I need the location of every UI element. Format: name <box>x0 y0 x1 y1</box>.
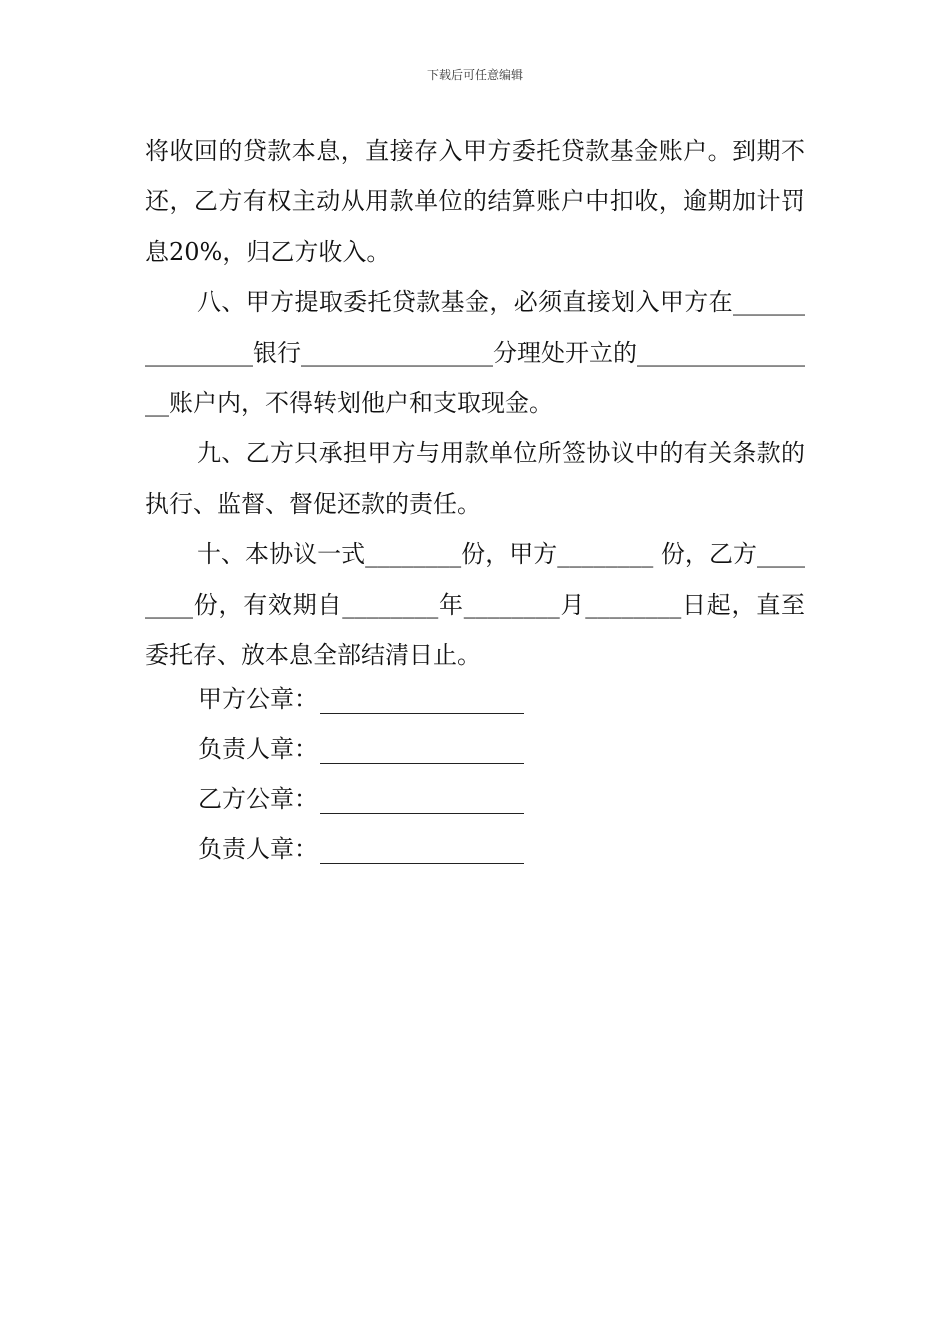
signature-label: 负责人章： <box>198 835 318 863</box>
signature-row-party-a-seal <box>198 674 524 724</box>
signature-label: 甲方公章： <box>198 685 318 713</box>
signature-row-party-a-person-seal <box>198 724 524 774</box>
signature-blank-line[interactable] <box>320 785 524 814</box>
paragraph-clause-10: 十、本协议一式________份，甲方________ 份，乙方________份，有效期自________年________月________日起，直至委托存、放本息全部结清日止。 <box>145 540 805 670</box>
signature-label: 乙方公章： <box>198 785 318 813</box>
signature-blank-line[interactable] <box>320 685 524 714</box>
signature-label: 负责人章： <box>198 735 318 763</box>
signature-row-party-b-person-seal <box>198 824 524 874</box>
page-header: 下载后可任意编辑 <box>426 68 523 82</box>
signature-blank-line[interactable] <box>320 735 524 764</box>
signature-block <box>198 674 524 874</box>
paragraph-continuation: 将收回的贷款本息，直接存入甲方委托贷款基金账户。到期不还，乙方有权主动从用款单位的结算账户中扣收，逾期加计罚息20%，归乙方收入。 <box>145 137 805 266</box>
signature-blank-line[interactable] <box>320 835 524 864</box>
signature-row-party-b-seal <box>198 774 524 824</box>
paragraph-clause-9: 九、乙方只承担甲方与用款单位所签协议中的有关条款的执行、监督、督促还款的责任。 <box>145 439 805 518</box>
document-body <box>145 126 805 680</box>
paragraph-clause-8: 八、甲方提取委托贷款基金，必须直接划入甲方在_______________银行________________分理处开立的________________账户内，不得转划他户和支取现金。 <box>145 288 805 418</box>
